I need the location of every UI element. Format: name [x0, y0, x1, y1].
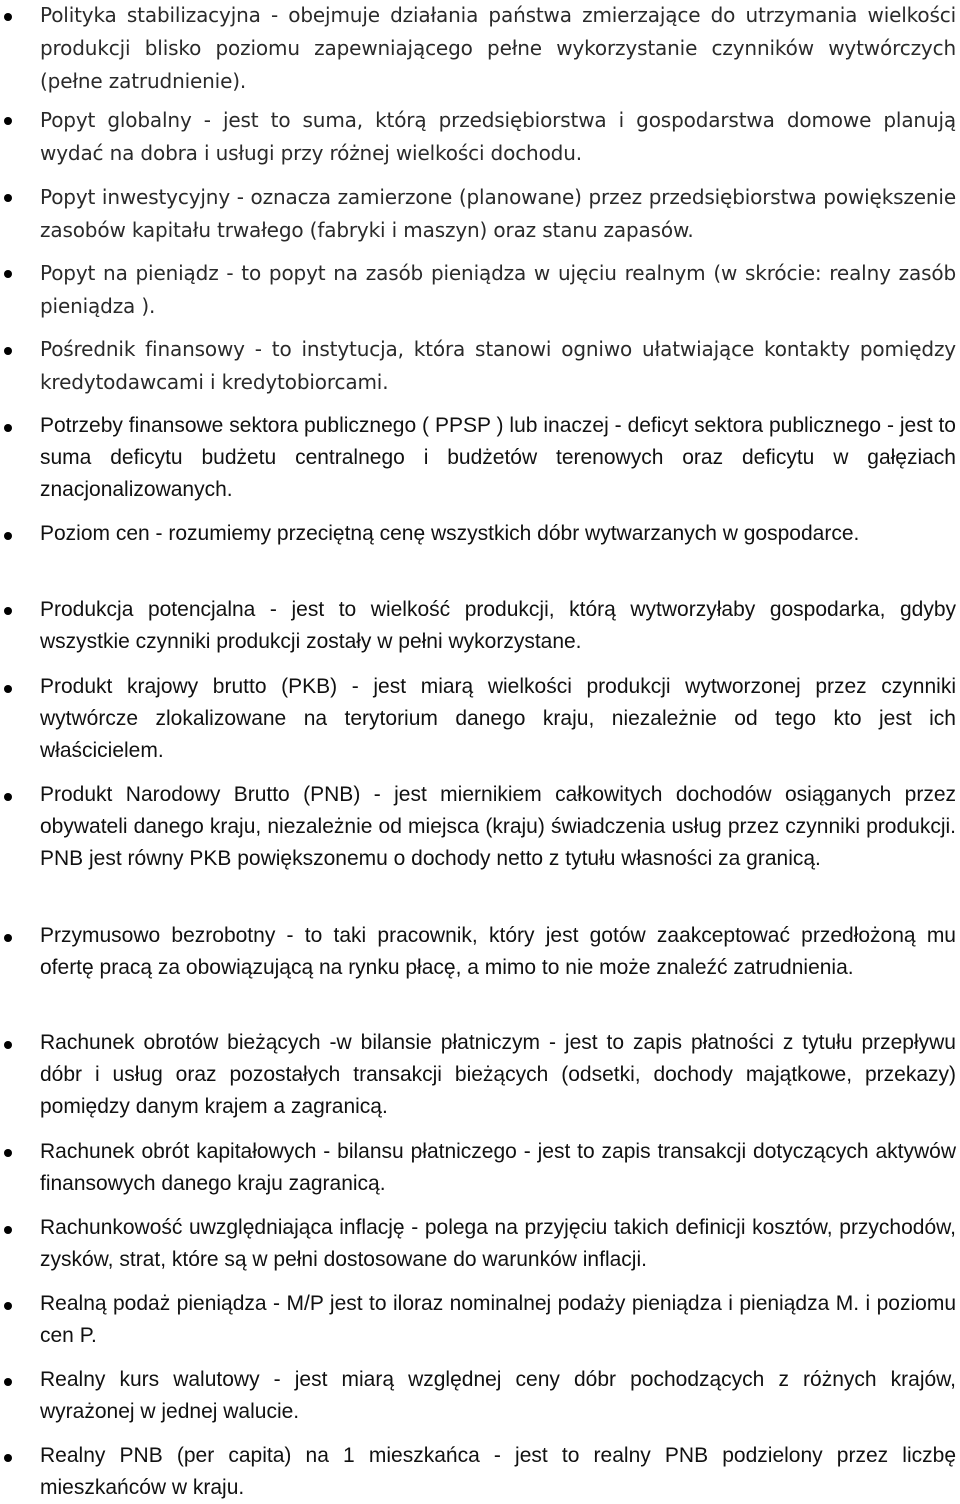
list-item-text: Poziom cen - rozumiemy przeciętną cenę wszystkich dóbr wytwarzanych w gospodarce. [40, 522, 860, 545]
bullet-icon [4, 934, 12, 942]
bullet-icon [4, 1226, 12, 1234]
list-item-text: Popyt globalny - jest to suma, którą przedsiębiorstwa i gospodarstwa domowe planują wydać na dobra i usługi przy różnej wielkości dochodu. [40, 108, 956, 165]
bullet-icon [4, 532, 12, 540]
list-item-text: Produkt Narodowy Brutto (PNB) - jest miernikiem całkowitych dochodów osiąganych przez obywateli danego kraju, niezależnie od miejsca (kraju) świadczenia usług przez czynniki produkcji. PNB jest równy PKB powiększonemu o dochody netto z tytułu własności za granicą. [40, 783, 956, 870]
bullet-icon [4, 685, 12, 693]
bullet-icon [4, 347, 12, 355]
bullet-icon [4, 793, 12, 801]
bullet-icon [4, 1378, 12, 1386]
list-item-text: Produkt krajowy brutto (PKB) - jest miarą wielkości produkcji wytworzonej przez czynniki wytwórcze zlokalizowane na terytorium danego kraju, niezależnie od tego kto jest ich właścicielem. [40, 675, 956, 762]
list-item-text: Rachunek obrotów bieżących -w bilansie płatniczym - jest to zapis płatności z tytułu przepływu dóbr i usług oraz pozostałych transakcji bieżących (odsetki, dochody majątkowe, przekazy) pomiędzy danym krajem a zagranicą. [40, 1031, 956, 1118]
bullet-icon [4, 1302, 12, 1310]
list-item-text: Potrzeby finansowe sektora publicznego ( PPSP ) lub inaczej - deficyt sektora publicznego - jest to suma deficytu budżetu centralnego i budżetów terenowych oraz deficytu w gałęziach znacjonalizowanych. [40, 414, 956, 501]
list-item-text: Polityka stabilizacyjna - obejmuje działania państwa zmierzające do utrzymania wielkości produkcji blisko poziomu zapewniającego pełne wykorzystanie czynników wytwórczych (pełne zatrudnienie). [40, 3, 956, 93]
list-item-text: Realny kurs walutowy - jest miarą względnej ceny dóbr pochodzących z różnych krajów, wyrażonej w jednej walucie. [40, 1368, 956, 1423]
list-item-text: Przymusowo bezrobotny - to taki pracownik, który jest gotów zaakceptować przedłożoną mu ofertę pracą za obowiązującą na rynku płacę, a mimo to nie może znaleźć zatrudnienia. [40, 924, 956, 979]
list-item-text: Pośrednik finansowy - to instytucja, która stanowi ogniwo ułatwiające kontakty pomiędzy kredytodawcami i kredytobiorcami. [40, 337, 956, 394]
list-item-text: Popyt na pieniądz - to popyt na zasób pieniądza w ujęciu realnym (w skrócie: realny zasób pieniądza ). [40, 261, 956, 318]
bullet-icon [4, 13, 12, 21]
bullet-icon [4, 1041, 12, 1049]
list-item-text: Realną podaż pieniądza - M/P jest to iloraz nominalnej podaży pieniądza i pieniądza M. i poziomu cen P. [40, 1292, 956, 1347]
bullet-icon [4, 270, 12, 278]
list-item-text: Realny PNB (per capita) na 1 mieszkańca - jest to realny PNB podzielony przez liczbę mieszkańców w kraju. [40, 1444, 956, 1499]
bullet-icon [4, 1149, 12, 1157]
bullet-icon [4, 607, 12, 615]
list-item-text: Produkcja potencjalna - jest to wielkość produkcji, którą wytworzyłaby gospodarka, gdyby wszystkie czynniki produkcji zostały w pełni wykorzystane. [40, 598, 956, 653]
bullet-icon [4, 424, 12, 432]
list-item-text: Rachunkowość uwzględniająca inflację - polega na przyjęciu takich definicji kosztów, przychodów, zysków, strat, które są w pełni dostosowane do warunków inflacji. [40, 1216, 956, 1271]
bullet-icon [4, 117, 12, 125]
bullet-icon [4, 1454, 12, 1462]
list-item-text: Popyt inwestycyjny - oznacza zamierzone (planowane) przez przedsiębiorstwa powiększenie zasobów kapitału trwałego (fabryki i maszyn) oraz stanu zapasów. [40, 185, 956, 242]
bullet-icon [4, 194, 12, 202]
list-item-text: Rachunek obrót kapitałowych - bilansu płatniczego - jest to zapis transakcji dotyczących aktywów finansowych danego kraju zagranicą. [40, 1140, 956, 1195]
